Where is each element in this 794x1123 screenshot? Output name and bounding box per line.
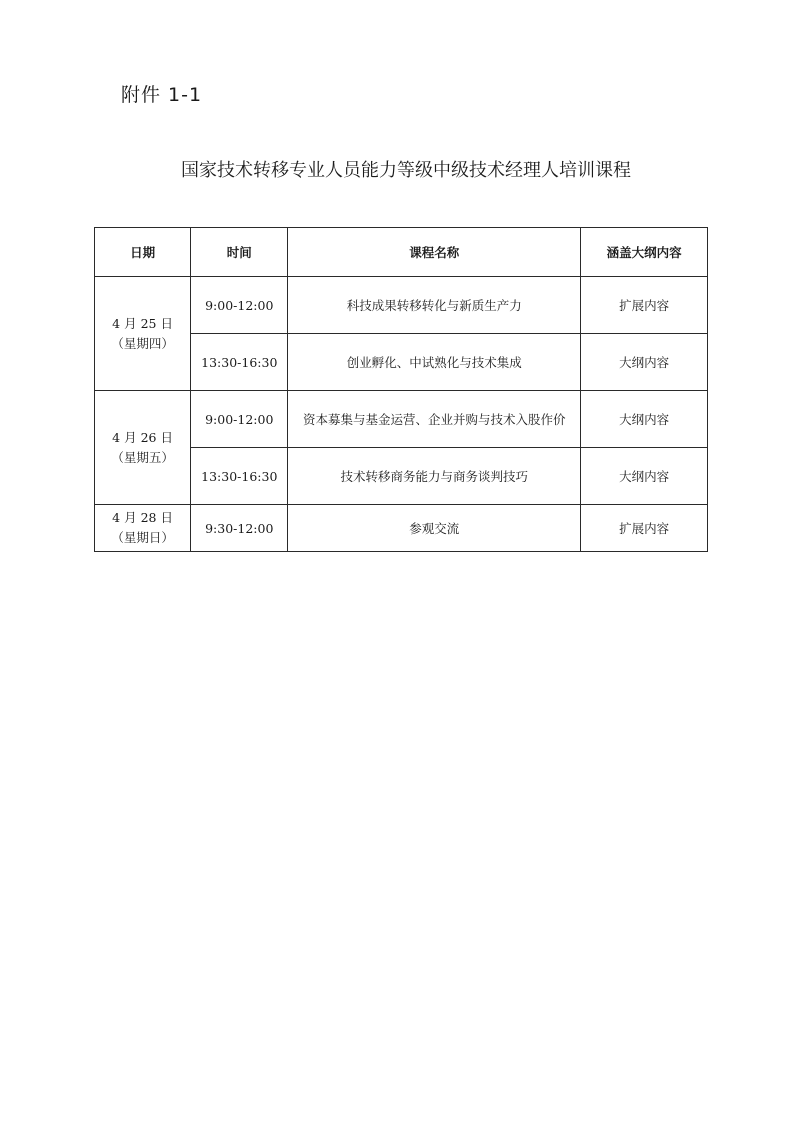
table-row	[95, 277, 708, 334]
table-header	[95, 228, 708, 277]
date-cell	[95, 505, 191, 552]
course-cell: 技术转移商务能力与商务谈判技巧	[288, 448, 581, 505]
date-text: 4 月 28 日	[112, 510, 173, 525]
scope-cell: 大纲内容	[581, 448, 708, 505]
column-header-date: 日期	[95, 228, 191, 277]
date-text: 4 月 26 日	[112, 429, 173, 445]
table-body	[95, 277, 708, 552]
scope-cell: 扩展内容	[581, 277, 708, 334]
scope-cell: 扩展内容	[581, 505, 708, 552]
time-cell: 13:30-16:30	[191, 448, 288, 505]
time-cell: 9:30-12:00	[191, 505, 288, 552]
time-cell: 9:00-12:00	[191, 277, 288, 334]
course-cell: 参观交流	[288, 505, 581, 552]
training-schedule-table	[94, 227, 708, 552]
column-header-time: 时间	[191, 228, 288, 277]
time-cell: 9:00-12:00	[191, 391, 288, 448]
column-header-scope: 涵盖大纲内容	[581, 228, 708, 277]
weekday-text: （星期日）	[111, 530, 174, 545]
date-text: 4 月 25 日	[112, 315, 173, 331]
course-cell: 资本募集与基金运营、企业并购与技术入股作价	[288, 391, 581, 448]
date-cell	[95, 391, 191, 505]
column-header-course: 课程名称	[288, 228, 581, 277]
table-header-row	[95, 228, 708, 277]
table-row	[95, 391, 708, 448]
weekday-text: （星期四）	[111, 335, 174, 351]
scope-cell: 大纲内容	[581, 391, 708, 448]
course-cell: 科技成果转移转化与新质生产力	[288, 277, 581, 334]
course-cell: 创业孵化、中试熟化与技术集成	[288, 334, 581, 391]
attachment-label: 附件 1-1	[121, 84, 203, 106]
weekday-text: （星期五）	[111, 449, 174, 465]
table-row	[95, 505, 708, 552]
time-cell: 13:30-16:30	[191, 334, 288, 391]
document-title: 国家技术转移专业人员能力等级中级技术经理人培训课程	[181, 160, 631, 181]
scope-cell: 大纲内容	[581, 334, 708, 391]
date-cell	[95, 277, 191, 391]
